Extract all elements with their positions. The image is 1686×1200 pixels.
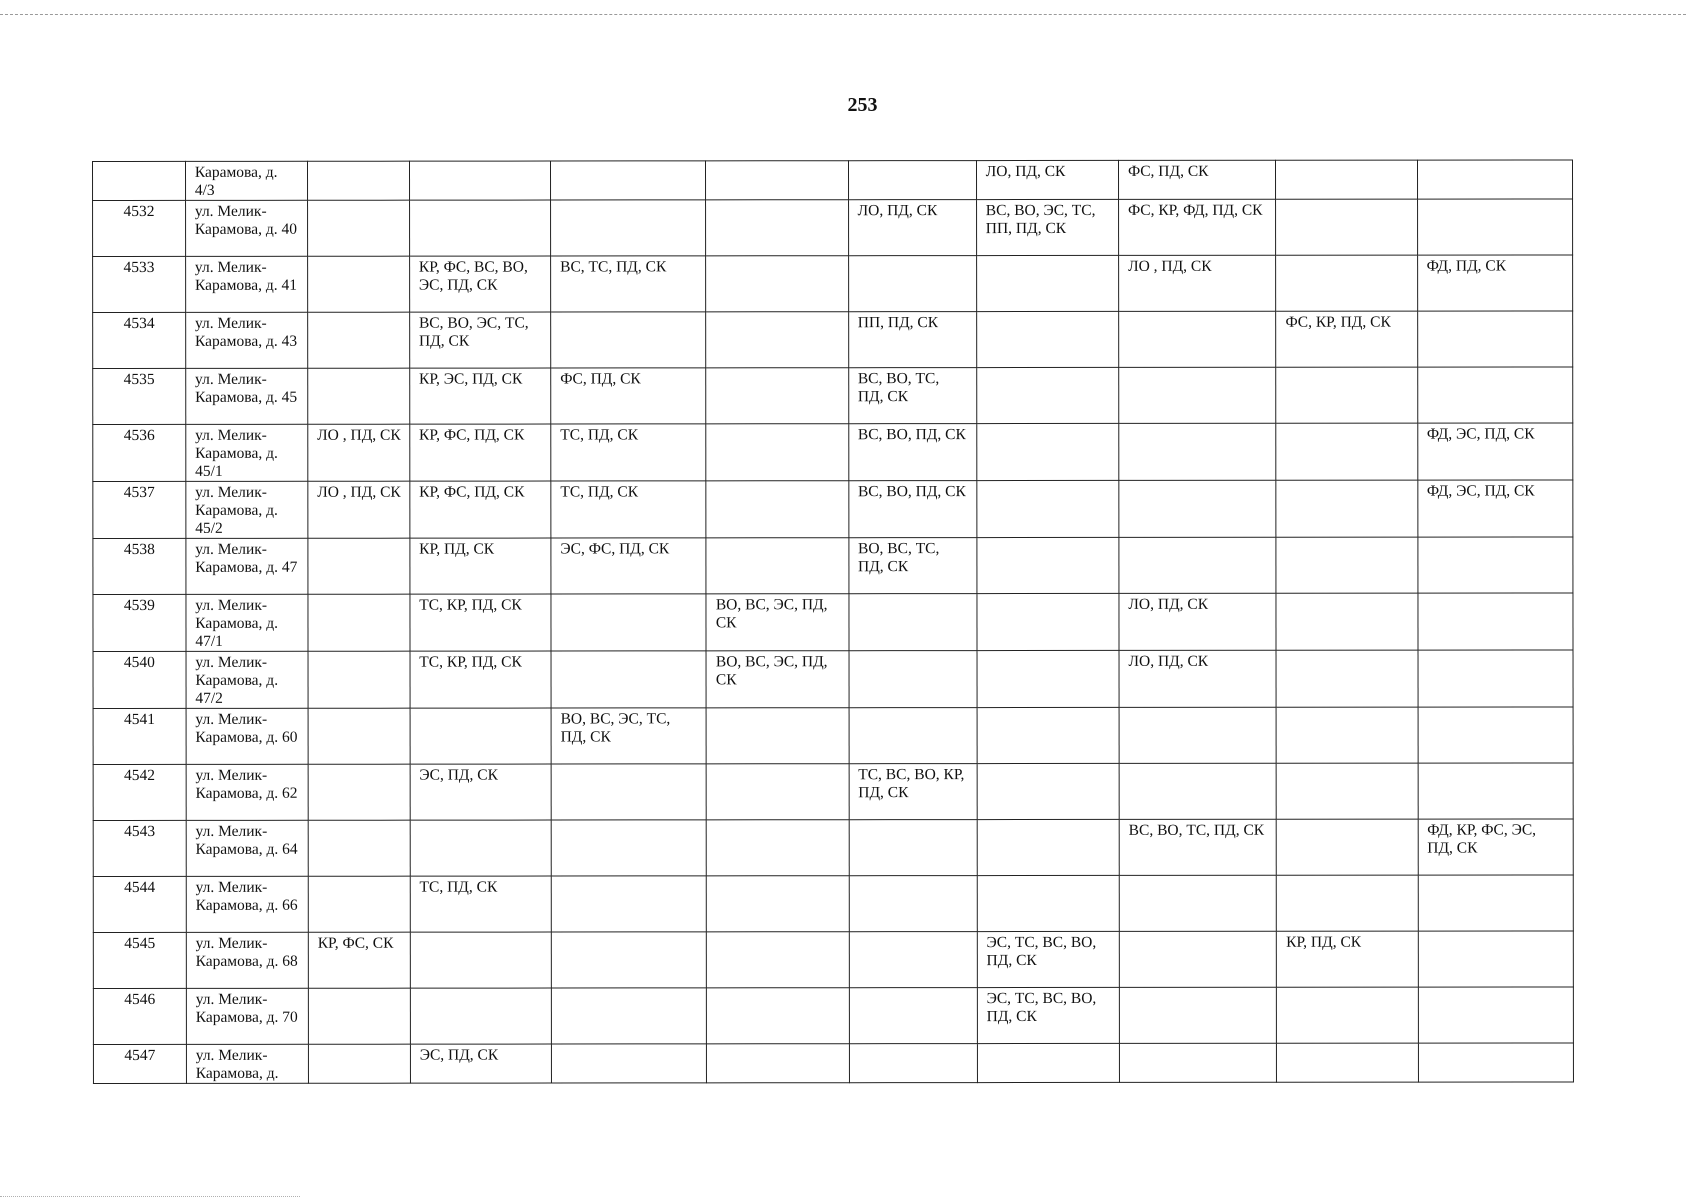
- column-1-cell: [307, 200, 409, 256]
- table-row: [93, 593, 1573, 652]
- column-5-cell: [849, 932, 977, 988]
- column-9-cell: ФД, ЭС, ПД, СК: [1417, 480, 1572, 537]
- column-7-cell: ФС, КР, ФД, ПД, СК: [1118, 199, 1275, 255]
- column-5-cell: [849, 820, 977, 876]
- column-3-cell: ТС, ПД, СК: [551, 424, 706, 481]
- column-8-cell: [1277, 1043, 1418, 1082]
- table-body: [93, 160, 1574, 1084]
- column-8-cell: [1277, 875, 1418, 931]
- column-4-cell: [706, 161, 848, 200]
- column-6-cell: [977, 707, 1119, 763]
- column-4-cell: [706, 368, 848, 424]
- column-5-cell: ВС, ВО, ПД, СК: [848, 481, 976, 538]
- column-1-cell: [308, 820, 410, 876]
- column-1-cell: [308, 876, 410, 932]
- column-1-cell: [308, 708, 410, 764]
- column-9-cell: [1418, 707, 1573, 763]
- column-9-cell: ФД, КР, ФС, ЭС, ПД, СК: [1418, 819, 1573, 875]
- column-4-cell: [706, 708, 848, 764]
- row-number-cell: 4535: [93, 368, 186, 424]
- column-3-cell: [551, 1044, 706, 1083]
- column-5-cell: [849, 651, 977, 708]
- address-cell: ул. Мелик-Карамова, д. 68: [186, 932, 308, 988]
- column-6-cell: [977, 593, 1119, 650]
- column-4-cell: [707, 1044, 849, 1083]
- table-row: [93, 707, 1573, 765]
- column-2-cell: ЭС, ПД, СК: [410, 1044, 551, 1083]
- column-9-cell: [1418, 1043, 1573, 1082]
- column-8-cell: [1277, 819, 1418, 875]
- column-8-cell: [1276, 593, 1417, 650]
- row-number-cell: 4541: [93, 708, 186, 764]
- row-number-cell: 4545: [93, 932, 186, 988]
- address-cell: ул. Мелик-Карамова, д. 47/2: [186, 651, 308, 708]
- row-number-cell: 4542: [93, 764, 186, 820]
- row-number-cell: 4543: [93, 820, 186, 876]
- column-1-cell: КР, ФС, СК: [308, 932, 410, 988]
- column-3-cell: ВС, ТС, ПД, СК: [551, 256, 706, 312]
- row-number-cell: 4538: [93, 538, 186, 594]
- row-number-cell: 4532: [93, 200, 186, 256]
- column-8-cell: [1276, 707, 1417, 763]
- table-row: [93, 650, 1573, 709]
- column-6-cell: ВС, ВО, ЭС, ТС, ПП, ПД, СК: [976, 199, 1118, 255]
- address-cell: ул. Мелик-Карамова, д. 62: [186, 764, 308, 820]
- column-8-cell: [1276, 423, 1417, 480]
- column-9-cell: ФД, ПД, СК: [1417, 255, 1572, 311]
- column-3-cell: [551, 932, 706, 988]
- column-7-cell: [1119, 875, 1276, 931]
- column-3-cell: [551, 200, 706, 256]
- column-5-cell: ВО, ВС, ТС, ПД, СК: [848, 538, 976, 594]
- address-cell: ул. Мелик-Карамова, д. 40: [185, 200, 307, 256]
- column-1-cell: [308, 312, 410, 368]
- column-3-cell: [551, 764, 706, 820]
- column-4-cell: [707, 932, 849, 988]
- address-cell: ул. Мелик-Карамова, д. 47/1: [186, 594, 308, 651]
- column-7-cell: ЛО, ПД, СК: [1119, 593, 1276, 650]
- column-8-cell: [1276, 480, 1417, 537]
- row-number-cell: 4540: [93, 651, 186, 708]
- scan-edge-top: [0, 14, 1686, 15]
- column-9-cell: [1418, 931, 1573, 987]
- column-4-cell: [706, 312, 848, 368]
- column-2-cell: [410, 932, 551, 988]
- column-2-cell: ВС, ВО, ЭС, ТС, ПД, СК: [409, 312, 550, 368]
- column-5-cell: [849, 876, 977, 932]
- row-number-cell: 4533: [93, 256, 186, 312]
- table-row: [93, 255, 1573, 313]
- column-5-cell: ТС, ВС, ВО, КР, ПД, СК: [849, 764, 977, 820]
- table-row: [93, 1043, 1573, 1084]
- table-row: [93, 367, 1573, 425]
- column-4-cell: [706, 481, 848, 538]
- column-3-cell: [551, 594, 706, 651]
- column-2-cell: КР, ЭС, ПД, СК: [409, 368, 550, 424]
- table-row: [93, 160, 1573, 201]
- column-4-cell: ВО, ВС, ЭС, ПД, СК: [706, 594, 848, 651]
- column-1-cell: [308, 651, 410, 708]
- column-6-cell: ЛО, ПД, СК: [976, 160, 1118, 199]
- column-4-cell: [706, 764, 848, 820]
- table-row: [93, 311, 1573, 369]
- table-row: [93, 931, 1573, 989]
- row-number-cell: 4544: [93, 876, 186, 932]
- column-6-cell: ЭС, ТС, ВС, ВО, ПД, СК: [977, 931, 1119, 987]
- column-8-cell: ФС, КР, ПД, СК: [1276, 311, 1417, 367]
- column-7-cell: [1119, 367, 1276, 423]
- column-6-cell: [977, 537, 1119, 593]
- row-number-cell: 4536: [93, 424, 186, 481]
- address-cell: ул. Мелик-Карамова, д. 41: [185, 256, 307, 312]
- column-5-cell: [849, 1044, 977, 1083]
- column-8-cell: [1276, 160, 1417, 199]
- address-cell: ул. Мелик-Карамова, д. 45: [186, 368, 308, 424]
- column-7-cell: ЛО, ПД, СК: [1119, 650, 1276, 707]
- column-1-cell: [307, 256, 409, 312]
- column-3-cell: ФС, ПД, СК: [551, 368, 706, 424]
- row-number-cell: 4539: [93, 594, 186, 651]
- column-9-cell: [1417, 199, 1572, 255]
- column-9-cell: [1418, 593, 1573, 650]
- column-7-cell: ЛО , ПД, СК: [1119, 255, 1276, 311]
- column-8-cell: [1277, 987, 1418, 1043]
- registry-table: [92, 159, 1574, 1084]
- column-1-cell: [307, 161, 409, 200]
- column-2-cell: ТС, КР, ПД, СК: [410, 594, 551, 651]
- table-row: [93, 480, 1573, 539]
- column-6-cell: [976, 255, 1118, 311]
- row-number-cell: 4547: [93, 1044, 186, 1083]
- address-cell: ул. Мелик-Карамова, д. 64: [186, 820, 308, 876]
- column-6-cell: [977, 819, 1119, 875]
- address-cell: Карамова, д. 4/3: [185, 161, 307, 200]
- column-6-cell: [976, 367, 1118, 423]
- table-row: [93, 423, 1573, 482]
- column-7-cell: [1119, 987, 1276, 1043]
- column-7-cell: [1119, 763, 1276, 819]
- column-1-cell: [308, 764, 410, 820]
- column-2-cell: КР, ФС, ВС, ВО, ЭС, ПД, СК: [409, 256, 550, 312]
- row-number-cell: 4537: [93, 481, 186, 538]
- address-cell: ул. Мелик-Карамова, д. 60: [186, 708, 308, 764]
- column-2-cell: [410, 708, 551, 764]
- column-5-cell: [849, 594, 977, 651]
- table-row: [93, 819, 1573, 877]
- column-1-cell: [308, 538, 410, 594]
- column-2-cell: ТС, ПД, СК: [410, 876, 551, 932]
- address-cell: ул. Мелик-Карамова, д.: [186, 1044, 308, 1083]
- column-1-cell: [308, 594, 410, 651]
- column-9-cell: [1418, 650, 1573, 707]
- column-6-cell: ЭС, ТС, ВС, ВО, ПД, СК: [977, 987, 1119, 1043]
- column-4-cell: [706, 256, 848, 312]
- column-3-cell: ЭС, ФС, ПД, СК: [551, 538, 706, 594]
- row-number-cell: 4534: [93, 312, 186, 368]
- address-cell: ул. Мелик-Карамова, д. 66: [186, 876, 308, 932]
- column-7-cell: ФС, ПД, СК: [1118, 160, 1275, 199]
- column-8-cell: [1276, 199, 1417, 255]
- column-4-cell: [707, 876, 849, 932]
- column-5-cell: ВС, ВО, ТС, ПД, СК: [848, 368, 976, 424]
- address-cell: ул. Мелик-Карамова, д. 47: [186, 538, 308, 594]
- column-4-cell: [706, 424, 848, 481]
- column-5-cell: ЛО, ПД, СК: [848, 200, 976, 256]
- column-6-cell: [976, 311, 1118, 367]
- column-9-cell: [1417, 160, 1572, 199]
- column-1-cell: ЛО , ПД, СК: [308, 481, 410, 538]
- column-3-cell: [551, 820, 706, 876]
- row-number-cell: 4546: [93, 988, 186, 1044]
- row-number-cell: [93, 161, 186, 200]
- column-2-cell: [409, 200, 550, 256]
- column-3-cell: [551, 876, 706, 932]
- table-row: [93, 199, 1573, 257]
- column-5-cell: ПП, ПД, СК: [848, 312, 976, 368]
- column-2-cell: КР, ФС, ПД, СК: [410, 424, 551, 481]
- column-4-cell: [706, 200, 848, 256]
- column-5-cell: [848, 161, 976, 200]
- column-1-cell: [308, 368, 410, 424]
- column-1-cell: ЛО , ПД, СК: [308, 424, 410, 481]
- column-1-cell: [308, 1044, 410, 1083]
- column-3-cell: ВО, ВС, ЭС, ТС, ПД, СК: [551, 708, 706, 764]
- column-3-cell: [551, 161, 706, 200]
- column-8-cell: [1276, 367, 1417, 423]
- column-4-cell: [706, 538, 848, 594]
- column-7-cell: ВС, ВО, ТС, ПД, СК: [1119, 819, 1276, 875]
- column-7-cell: [1119, 707, 1276, 763]
- column-5-cell: [849, 988, 977, 1044]
- column-3-cell: [551, 988, 706, 1044]
- column-9-cell: [1418, 875, 1573, 931]
- address-cell: ул. Мелик-Карамова, д. 43: [185, 312, 307, 368]
- column-9-cell: [1417, 537, 1572, 593]
- address-cell: ул. Мелик-Карамова, д. 70: [186, 988, 308, 1044]
- column-7-cell: [1119, 311, 1276, 367]
- column-5-cell: ВС, ВО, ПД, СК: [848, 424, 976, 481]
- column-5-cell: [848, 256, 976, 312]
- column-7-cell: [1119, 480, 1276, 537]
- column-9-cell: [1418, 987, 1573, 1043]
- column-9-cell: [1418, 763, 1573, 819]
- column-2-cell: ЭС, ПД, СК: [410, 764, 551, 820]
- column-8-cell: [1276, 255, 1417, 311]
- column-8-cell: [1276, 650, 1417, 707]
- column-6-cell: [977, 763, 1119, 819]
- column-6-cell: [977, 480, 1119, 537]
- column-9-cell: [1417, 367, 1572, 423]
- column-4-cell: ВО, ВС, ЭС, ПД, СК: [706, 651, 848, 708]
- column-3-cell: [551, 651, 706, 708]
- column-7-cell: [1119, 931, 1276, 987]
- column-4-cell: [707, 988, 849, 1044]
- table-row: [93, 875, 1573, 933]
- page-number: 253: [847, 94, 878, 116]
- column-6-cell: [976, 423, 1118, 480]
- column-8-cell: КР, ПД, СК: [1277, 931, 1418, 987]
- table-row: [93, 987, 1573, 1045]
- table-row: [93, 537, 1573, 595]
- scan-edge-bottom: [0, 1196, 300, 1197]
- column-8-cell: [1276, 537, 1417, 593]
- column-2-cell: КР, ПД, СК: [410, 538, 551, 594]
- column-9-cell: [1417, 311, 1572, 367]
- column-6-cell: [977, 875, 1119, 931]
- column-8-cell: [1276, 763, 1417, 819]
- column-9-cell: ФД, ЭС, ПД, СК: [1417, 423, 1572, 480]
- table-row: [93, 763, 1573, 821]
- column-2-cell: [409, 161, 550, 200]
- column-2-cell: КР, ФС, ПД, СК: [410, 481, 551, 538]
- column-7-cell: [1119, 537, 1276, 593]
- column-2-cell: ТС, КР, ПД, СК: [410, 651, 551, 708]
- column-2-cell: [410, 820, 551, 876]
- column-3-cell: [551, 312, 706, 368]
- address-cell: ул. Мелик-Карамова, д. 45/2: [186, 481, 308, 538]
- column-4-cell: [707, 820, 849, 876]
- column-6-cell: [977, 1043, 1119, 1082]
- column-7-cell: [1119, 1043, 1276, 1082]
- column-7-cell: [1119, 423, 1276, 480]
- column-1-cell: [308, 988, 410, 1044]
- column-2-cell: [410, 988, 551, 1044]
- column-3-cell: ТС, ПД, СК: [551, 481, 706, 538]
- column-5-cell: [849, 708, 977, 764]
- address-cell: ул. Мелик-Карамова, д. 45/1: [186, 424, 308, 481]
- column-6-cell: [977, 650, 1119, 707]
